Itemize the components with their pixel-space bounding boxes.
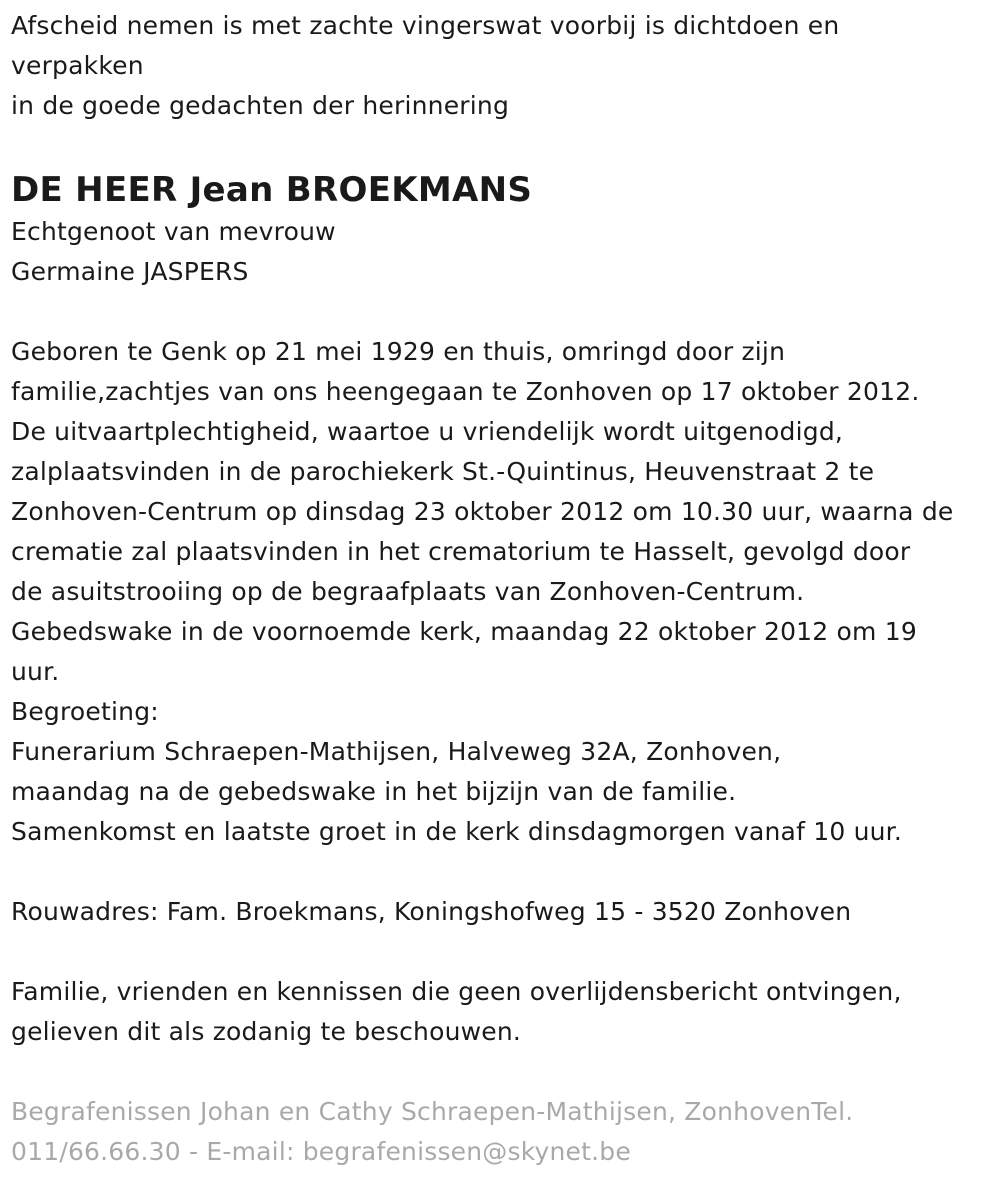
announcement-line: de asuitstrooiing op de begraafplaats van Zonhoven-Centrum. (11, 577, 805, 606)
funeral-home-footer (11, 1092, 991, 1172)
poem-line: Afscheid nemen is met zachte vingerswat voorbij is dichtdoen en (11, 11, 840, 40)
poem-line: verpakken (11, 51, 144, 80)
notice-line: gelieven dit als zodanig te beschouwen. (11, 1017, 522, 1046)
notice-line: Familie, vrienden en kennissen die geen overlijdensbericht ontvingen, (11, 977, 902, 1006)
deceased-name: DE HEER Jean BROEKMANS (11, 170, 533, 210)
announcement-block (11, 332, 991, 852)
footer-line: Begrafenissen Johan en Cathy Schraepen-Mathijsen, ZonhovenTel. (11, 1097, 854, 1126)
mourning-address: Rouwadres: Fam. Broekmans, Koningshofweg 15 - 3520 Zonhoven (11, 897, 852, 926)
poem-line: in de goede gedachten der herinnering (11, 91, 510, 120)
announcement-line: De uitvaartplechtigheid, waartoe u vriendelijk wordt uitgenodigd, (11, 417, 844, 446)
notice-block (11, 972, 991, 1052)
obituary-document (11, 6, 991, 1172)
spacer (11, 932, 991, 972)
spouse-line: Germaine JASPERS (11, 257, 249, 286)
poem-block (11, 6, 991, 126)
announcement-line: crematie zal plaatsvinden in het crematorium te Hasselt, gevolgd door (11, 537, 911, 566)
spouse-line: Echtgenoot van mevrouw (11, 217, 336, 246)
spacer (11, 1052, 991, 1092)
announcement-line: familie,zachtjes van ons heengegaan te Zonhoven op 17 oktober 2012. (11, 377, 920, 406)
announcement-line: Geboren te Genk op 21 mei 1929 en thuis, omringd door zijn (11, 337, 786, 366)
announcement-line: Begroeting: (11, 697, 159, 726)
spacer (11, 852, 991, 892)
announcement-line: Gebedswake in de voornoemde kerk, maandag 22 oktober 2012 om 19 (11, 617, 917, 646)
announcement-line: Funerarium Schraepen-Mathijsen, Halveweg 32A, Zonhoven, (11, 737, 782, 766)
announcement-line: Zonhoven-Centrum op dinsdag 23 oktober 2012 om 10.30 uur, waarna de (11, 497, 954, 526)
announcement-line: Samenkomst en laatste groet in de kerk dinsdagmorgen vanaf 10 uur. (11, 817, 902, 846)
announcement-line: uur. (11, 657, 60, 686)
spouse-block (11, 212, 991, 292)
announcement-line: maandag na de gebedswake in het bijzijn van de familie. (11, 777, 737, 806)
footer-line: 011/66.66.30 - E-mail: begrafenissen@skynet.be (11, 1137, 631, 1166)
spacer (11, 292, 991, 332)
announcement-line: zalplaatsvinden in de parochiekerk St.-Quintinus, Heuvenstraat 2 te (11, 457, 875, 486)
